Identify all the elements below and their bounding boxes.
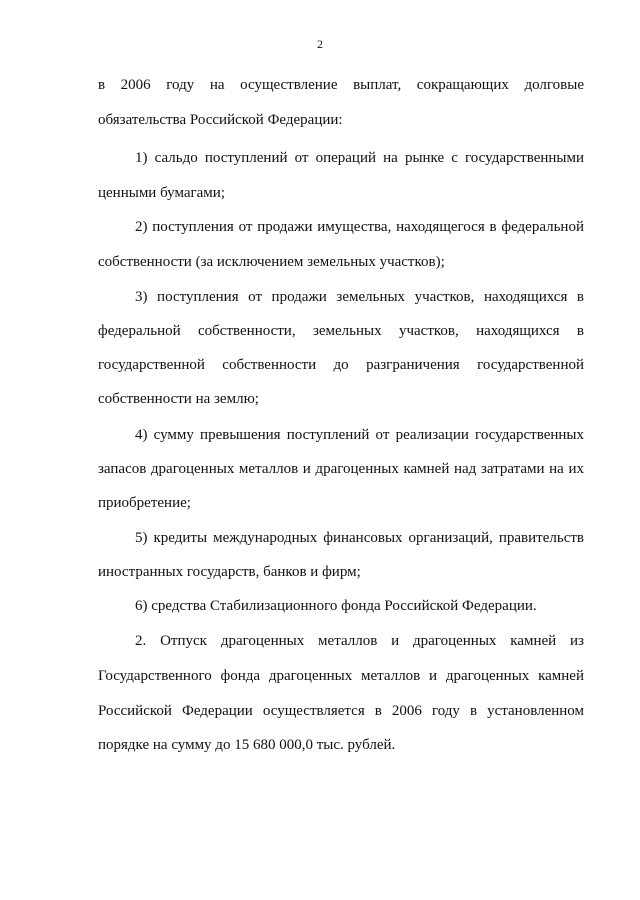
- text-line: 5) кредиты международных финансовых организаций, правительств: [135, 530, 584, 546]
- text-line: в 2006 году на осуществление выплат, сокращающих долговые: [98, 77, 584, 93]
- text-line: 3) поступления от продажи земельных участков, находящихся в: [135, 289, 584, 305]
- text-line: приобретение;: [98, 495, 191, 511]
- text-line: собственности на землю;: [98, 391, 259, 407]
- text-line: государственной собственности до разграничения государственной: [98, 357, 584, 373]
- text-line: 6) средства Стабилизационного фонда Российской Федерации.: [135, 598, 537, 614]
- text-line: ценными бумагами;: [98, 185, 225, 201]
- text-line: собственности (за исключением земельных участков);: [98, 254, 445, 270]
- text-line: 1) сальдо поступлений от операций на рынке с государственными: [135, 150, 584, 166]
- text-line: обязательства Российской Федерации:: [98, 112, 343, 128]
- text-line: Государственного фонда драгоценных металлов и драгоценных камней: [98, 668, 584, 684]
- text-line: иностранных государств, банков и фирм;: [98, 564, 361, 580]
- text-line: 2. Отпуск драгоценных металлов и драгоценных камней из: [135, 633, 584, 649]
- text-line: 2) поступления от продажи имущества, находящегося в федеральной: [135, 219, 584, 235]
- text-line: 4) сумму превышения поступлений от реализации государственных: [135, 427, 584, 443]
- text-line: Российской Федерации осуществляется в 2006 году в установленном: [98, 703, 584, 719]
- page-number: 2: [317, 37, 323, 51]
- text-line: порядке на сумму до 15 680 000,0 тыс. рублей.: [98, 737, 396, 753]
- text-line: федеральной собственности, земельных участков, находящихся в: [98, 323, 584, 339]
- text-line: запасов драгоценных металлов и драгоценных камней над затратами на их: [98, 461, 584, 477]
